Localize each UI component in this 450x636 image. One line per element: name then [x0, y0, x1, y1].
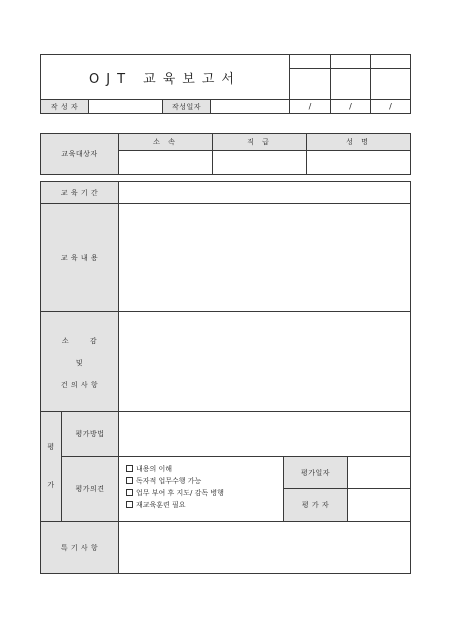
approval-sign-3[interactable] [370, 68, 411, 100]
checkbox[interactable] [126, 465, 133, 472]
date-month-field[interactable] [330, 99, 371, 114]
opinion-label-line3: 건 의 사 항 [60, 381, 99, 389]
approval-sign-1[interactable] [289, 68, 331, 100]
eval-method-label: 평가방법 [61, 411, 119, 457]
special-field[interactable] [118, 521, 411, 574]
eval-side-label [40, 411, 62, 522]
checklist-item[interactable] [126, 475, 283, 487]
approval-header-3 [370, 54, 411, 69]
eval-date-field[interactable] [347, 456, 411, 489]
checklist-label: 독자적 업무수행 가능 [136, 477, 202, 485]
period-label: 교 육 기 간 [40, 181, 119, 204]
checklist-item[interactable] [126, 499, 283, 511]
checklist-label: 업무 부여 후 지도/ 감독 병행 [136, 489, 224, 497]
checklist-item[interactable] [126, 487, 283, 499]
opinion-label-line2: 및 [75, 359, 84, 367]
checkbox[interactable] [126, 477, 133, 484]
opinion-field[interactable] [118, 311, 411, 412]
trainee-name-field[interactable] [306, 150, 411, 175]
trainee-label: 교육대상자 [40, 133, 119, 175]
date-label: 작성일자 [162, 99, 211, 114]
eval-side-top: 평 [47, 443, 55, 451]
eval-opinion-checklist [118, 456, 284, 522]
checklist-item[interactable] [126, 463, 283, 475]
date-day-field[interactable] [370, 99, 411, 114]
eval-date-label: 평가일자 [283, 456, 348, 489]
evaluator-field[interactable] [347, 488, 411, 522]
evaluator-label: 평 가 자 [283, 488, 348, 522]
checklist-label: 재교육훈련 필요 [136, 501, 186, 509]
content-field[interactable] [118, 203, 411, 312]
date-separator: / [308, 102, 312, 111]
opinion-label [40, 311, 119, 412]
special-label: 특 기 사 항 [40, 521, 119, 574]
author-label: 작 성 자 [40, 99, 89, 114]
title-box [40, 54, 290, 100]
opinion-label-line1: 소 감 [61, 337, 98, 345]
trainee-col-rank: 직 급 [212, 133, 307, 151]
content-label: 교 육 내 용 [40, 203, 119, 312]
author-field[interactable] [88, 99, 163, 114]
date-separator: / [349, 102, 352, 111]
eval-opinion-label: 평가의견 [61, 456, 119, 522]
trainee-rank-field[interactable] [212, 150, 307, 175]
period-field[interactable] [118, 181, 411, 204]
trainee-col-name: 성 명 [306, 133, 411, 151]
trainee-affiliation-field[interactable] [118, 150, 213, 175]
trainee-col-affiliation: 소 속 [118, 133, 213, 151]
approval-sign-2[interactable] [330, 68, 371, 100]
eval-method-field[interactable] [118, 411, 411, 457]
date-spacer [210, 99, 290, 114]
checklist-label: 내용의 이해 [136, 465, 173, 473]
date-separator: / [389, 102, 392, 111]
approval-header-2 [330, 54, 371, 69]
checkbox[interactable] [126, 501, 133, 508]
approval-header-1 [289, 54, 331, 69]
checkbox[interactable] [126, 489, 133, 496]
document-title: OJT 교육보고서 [89, 71, 241, 87]
date-year-field[interactable] [289, 99, 331, 114]
eval-side-bottom: 가 [47, 481, 55, 489]
